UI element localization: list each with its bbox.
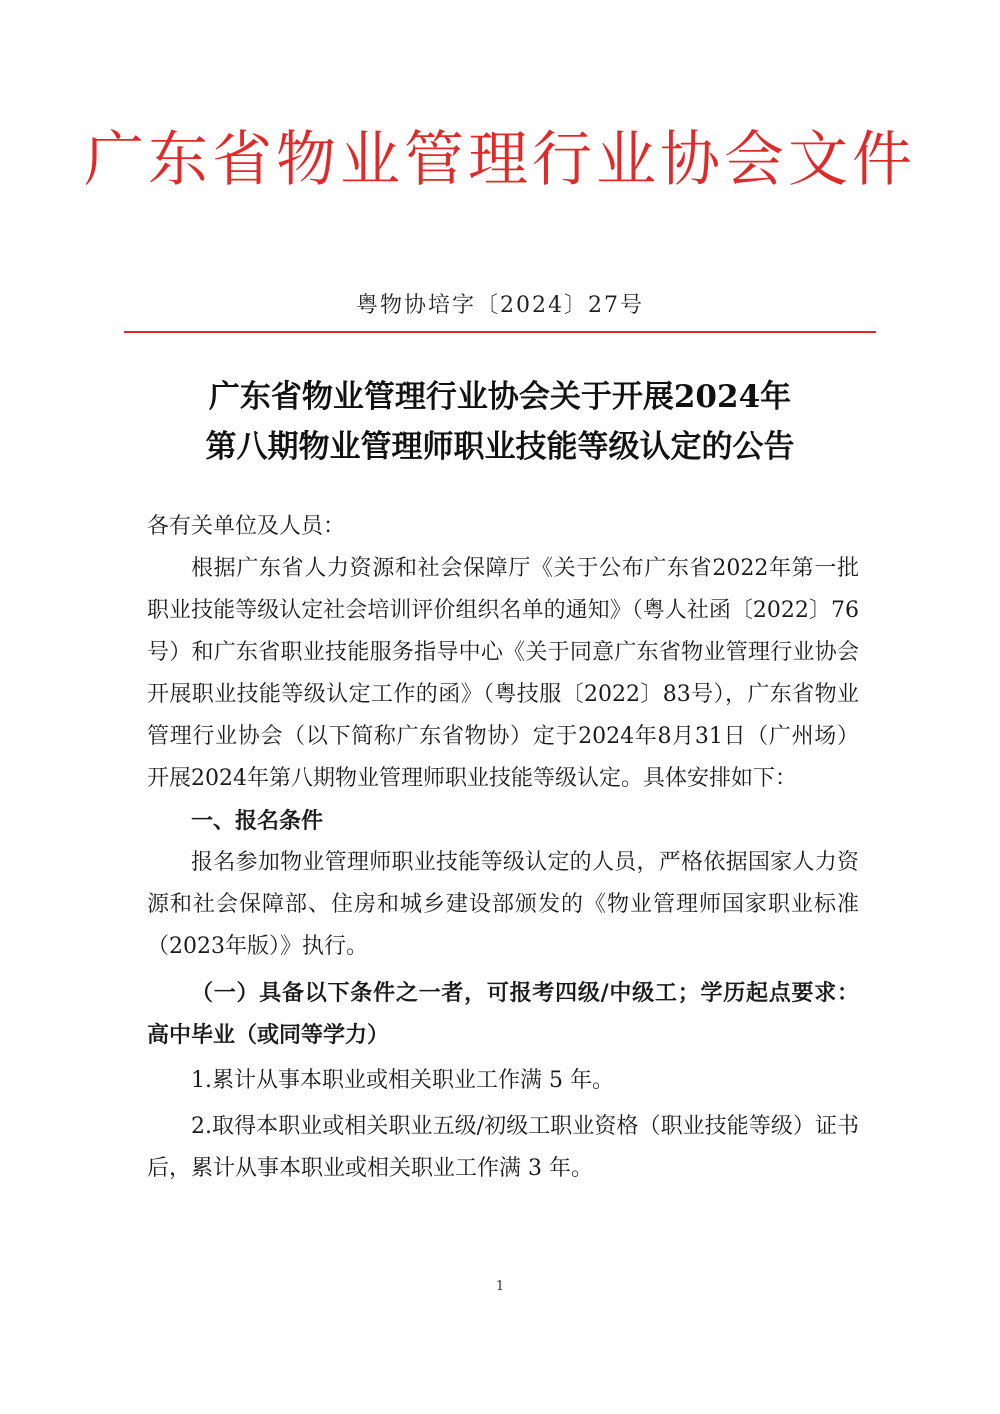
notice-title-line-1: 广东省物业管理行业协会关于开展2024年: [208, 379, 792, 415]
page-number: 1: [495, 1279, 505, 1294]
list-item: 2.取得本职业或相关职业五级/初级工职业资格（职业技能等级）证书后，累计从事本职业或相关职业工作满 3 年。: [147, 1114, 859, 1181]
red-separator-line: [124, 331, 876, 333]
document-body: [147, 506, 859, 1190]
subsection-heading-level4: （一）具备以下条件之一者，可报考四级/中级工；学历起点要求：高中毕业（或同等学力）: [147, 980, 859, 1048]
notice-title: [0, 372, 1000, 472]
document-number: 粤物协培字〔2024〕27号: [356, 293, 644, 318]
section-paragraph-registration: 报名参加物业管理师职业技能等级认定的人员，严格依据国家人力资源和社会保障部、住房和城乡建设部颁发的《物业管理师国家职业标准（2023年版）》执行。: [147, 850, 859, 959]
intro-paragraph: 根据广东省人力资源和社会保障厅《关于公布广东省2022年第一批职业技能等级认定社会培训评价组织名单的通知》（粤人社函〔2022〕76号）和广东省职业技能服务指导中心《关于同意广东省物业管理行业协会开展职业技能等级认定工作的函》（粤技服〔2022〕83号），广东省物业管理行业协会（以下简称广东省物协）定于2024年8月31日（广州场）开展2024年第八期物业管理师职业技能等级认定。具体安排如下：: [147, 556, 859, 791]
notice-title-line-2: 第八期物业管理师职业技能等级认定的公告: [205, 429, 795, 465]
salutation: 各有关单位及人员：: [147, 514, 346, 539]
list-item: 1.累计从事本职业或相关职业工作满 5 年。: [191, 1068, 614, 1093]
section-heading-registration: 一、报名条件: [191, 808, 324, 834]
issuer-header-title: 广东省物业管理行业协会文件: [84, 125, 916, 195]
